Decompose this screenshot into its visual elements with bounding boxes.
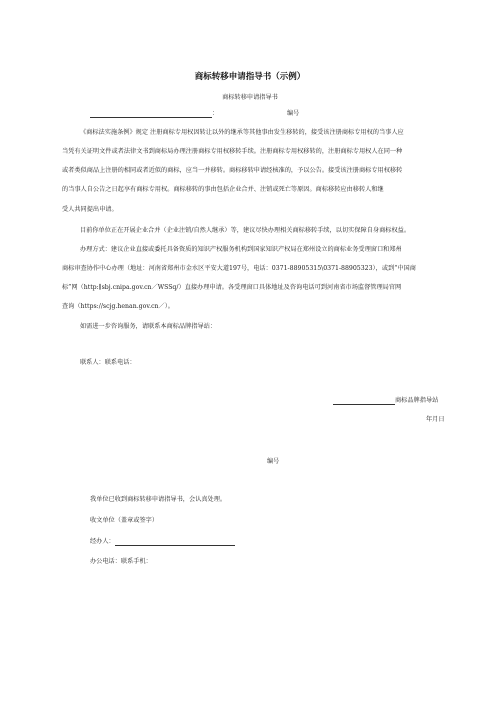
paragraph-line: 目前你单位正在开展企业合并（企业注销/自然人继承）等，建议尽快办理相关商标移转手续，以切实保障自身商标权益。 <box>80 227 411 234</box>
number-label: 编号 <box>287 110 300 117</box>
receipt-handler-line <box>90 538 235 546</box>
station-blank <box>333 398 395 405</box>
paragraph-line: 《商标法实施条例》规定 注册商标专用权因转让以外的继承等其他事由发生移转的，接受该注册商标专用权的当事人应 <box>80 129 404 136</box>
paragraph-line: 查询（https://scjg.henan.gov.cn／）。 <box>62 303 174 310</box>
contact-line: 联系人：联系电话： <box>80 359 136 366</box>
paragraph-line: 标”网（http:∥sbj.cnipa.gov.cn／WSSq/）直接办理申请。各受理窗口具体地址及咨询电话可到河南省市场监督管理局官网 <box>62 284 402 291</box>
receipt-number-label: 编号 <box>267 458 280 465</box>
paragraph-line: 受人共同提出申请。 <box>62 206 118 213</box>
station-label: 商标品牌指导站 <box>395 397 439 404</box>
addressee-line <box>90 110 218 118</box>
date-line: 年月日 <box>426 416 445 423</box>
paragraph-line: 商标审查协作中心办理（地址：河南省郑州市金水区平安大道197号，电话：0371-88905315\0371-88905323），或到“中国商 <box>62 265 416 272</box>
paragraph-line: 如需进一步咨询服务，请联系本商标品牌指导站： <box>80 323 217 330</box>
station-signature <box>333 397 438 405</box>
addressee-blank <box>90 111 212 118</box>
handler-blank <box>115 539 235 546</box>
paragraph-line: 或者类似商品上注册的相同或者近似的商标，应当一并移转。商标移转申请经核准的，予以公告。接受该注册商标专用权移转 <box>62 167 403 174</box>
paragraph-line: 办理方式：建议企业直接或委托具备资质的知识产权服务机构到国家知识产权局在郑州设立的商标业务受理窗口和郑州 <box>80 246 402 253</box>
paragraph-line: 当凭有关证明文件或者法律文书到商标局办理注册商标专用权移转手续。注册商标专用权移转的，注册商标专用权人在同一种 <box>62 148 403 155</box>
receipt-statement: 我单位已收到商标转移申请指导书，会认真处理。 <box>90 496 227 503</box>
addressee-colon: ： <box>212 110 219 117</box>
document-title: 商标转移申请指导书（示例） <box>194 72 306 82</box>
receipt-phones: 办公电话：联系手机： <box>90 558 152 565</box>
handler-label: 经办人： <box>90 538 115 545</box>
document-subtitle: 商标转移申请指导书 <box>222 94 278 101</box>
receipt-receiver: 收文单位（盖章或签字） <box>90 517 159 524</box>
paragraph-line: 的当事人自公告之日起享有商标专用权。商标移转的事由包括企业合并、注销或死亡等原因。商标移转应由移转人和继 <box>62 186 384 193</box>
